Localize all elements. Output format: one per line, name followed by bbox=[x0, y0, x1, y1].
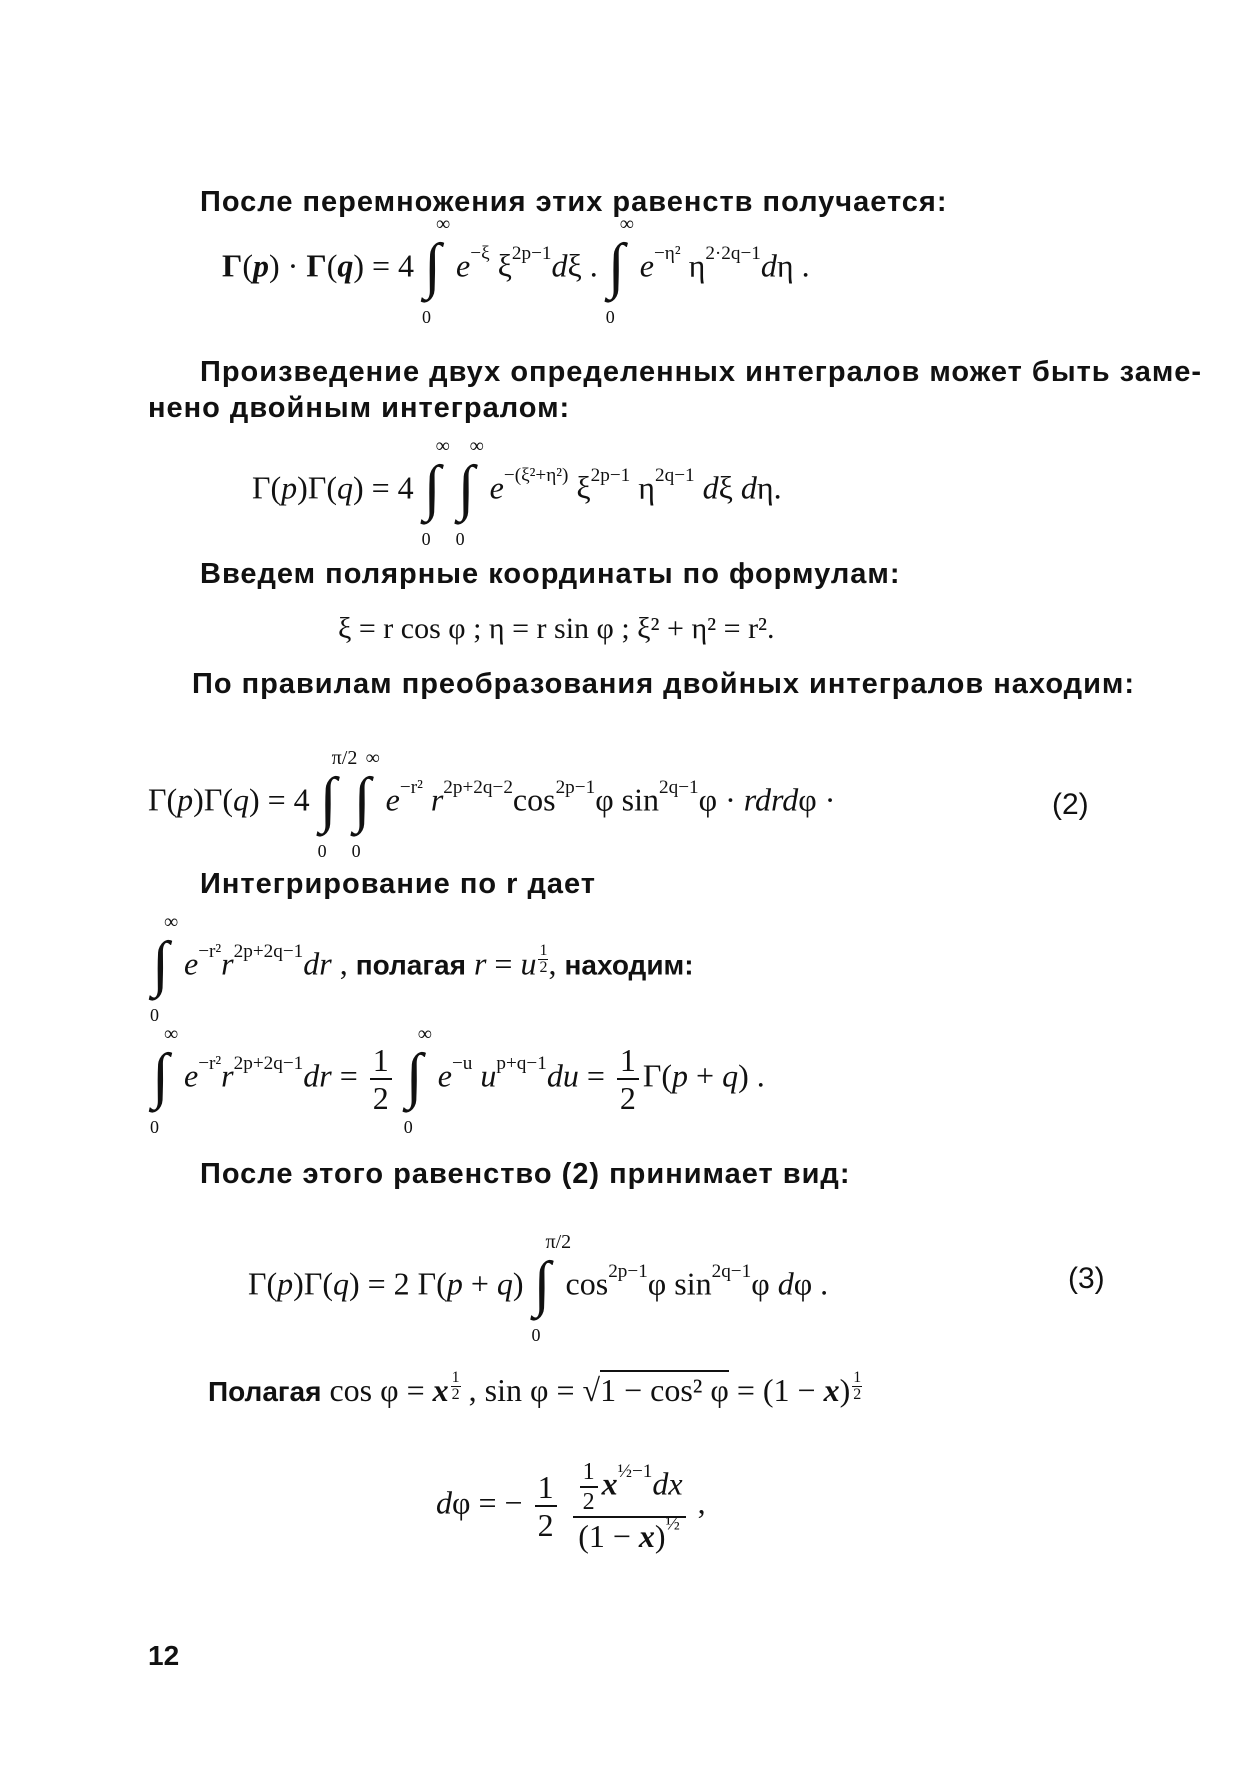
equation-gamma-product: Γ(p) · Γ(q) = 4 ∫ ∞ 0 $e^{-\xi}$ $\xi^{2p-1}d\xi$ . ∫ ∞ 0 $e^{-\eta^2}$ $\eta^{2\cdot 2q-1}d\eta$ . bbox=[222, 213, 810, 327]
equation-polar-integral: Γ(p)Γ(q) = 4 ∫ π/2 0 ∫ ∞ 0 $e^{-r^2}$ $r^{2p+2q-2}\cos^{2p-1}\varphi$ $\sin^{2q-1}\varphi$ · rdrdφ · bbox=[148, 747, 836, 861]
label-we-find: находим: bbox=[564, 949, 694, 981]
paragraph-equality-form: После этого равенство (2) принимает вид: bbox=[200, 1158, 851, 1190]
equation-number-3: (3) bbox=[1068, 1262, 1105, 1295]
label-setting: Полагая bbox=[208, 1376, 322, 1408]
equation-substitution: Полагая cos φ = x $\frac{1}{2}$ , sin φ = √1 − cos² φ = (1 − x) $\frac{1}{2}$ bbox=[208, 1369, 862, 1409]
paragraph-transformation-rules: По правилам преобразования двойных интегралов находим: bbox=[192, 668, 1136, 700]
paragraph-integration-by-r: Интегрирование по r дает bbox=[200, 868, 596, 900]
equation-polar: ξ = r cos φ ; η = r sin φ ; ξ² + η² = r². bbox=[338, 612, 775, 645]
paragraph-double-integral-line1: Произведение двух определенных интегралов может быть заме- bbox=[200, 356, 1203, 388]
paragraph-double-integral-line2: нено двойным интегралом: bbox=[148, 392, 571, 424]
equation-gamma-sum: ∫ ∞ 0 $e^{-r^2}r^{2p+2q-1}dr$ = $\frac{1}{2}$ ∫ ∞ 0 $e^{-u}$ $u^{p+q-1}du$ = $\frac{1}{2}$ Γ(p + q) . bbox=[150, 1023, 765, 1137]
equation-double-integral: Γ(p)Γ(q) = 4 ∫ ∞ 0 ∫ ∞ 0 $e^{-(\xi^2+\eta^2)}$ $\xi^{2p-1}$ $\eta^{2q-1}$ dξ dη. bbox=[252, 435, 782, 549]
equation-number-2: (2) bbox=[1052, 788, 1089, 821]
paragraph-after-multiplication: После перемножения этих равенств получается: bbox=[200, 186, 948, 218]
equation-r-integral: ∫ ∞ 0 $e^{-r^2}r^{2p+2q-1}dr$ , полагая r = u $\frac{1}{2}$ , находим: bbox=[150, 911, 694, 1025]
label-assuming: полагая bbox=[355, 949, 466, 981]
equation-dphi: dφ = − $\frac{1}{2}$ $\frac{1}{2}$ $x^{\frac{1}{2}-1}dx$ $(1 - x)^{\frac{1}{2}}$ , bbox=[436, 1459, 706, 1554]
equation-beta-form: Γ(p)Γ(q) = 2 Γ(p + q) ∫ π/2 0 $\cos^{2p-1}\varphi$ $\sin^{2q-1}\varphi$ dφ . bbox=[248, 1231, 829, 1345]
paragraph-polar-coords: Введем полярные координаты по формулам: bbox=[200, 558, 901, 590]
page-number: 12 bbox=[148, 1640, 180, 1671]
